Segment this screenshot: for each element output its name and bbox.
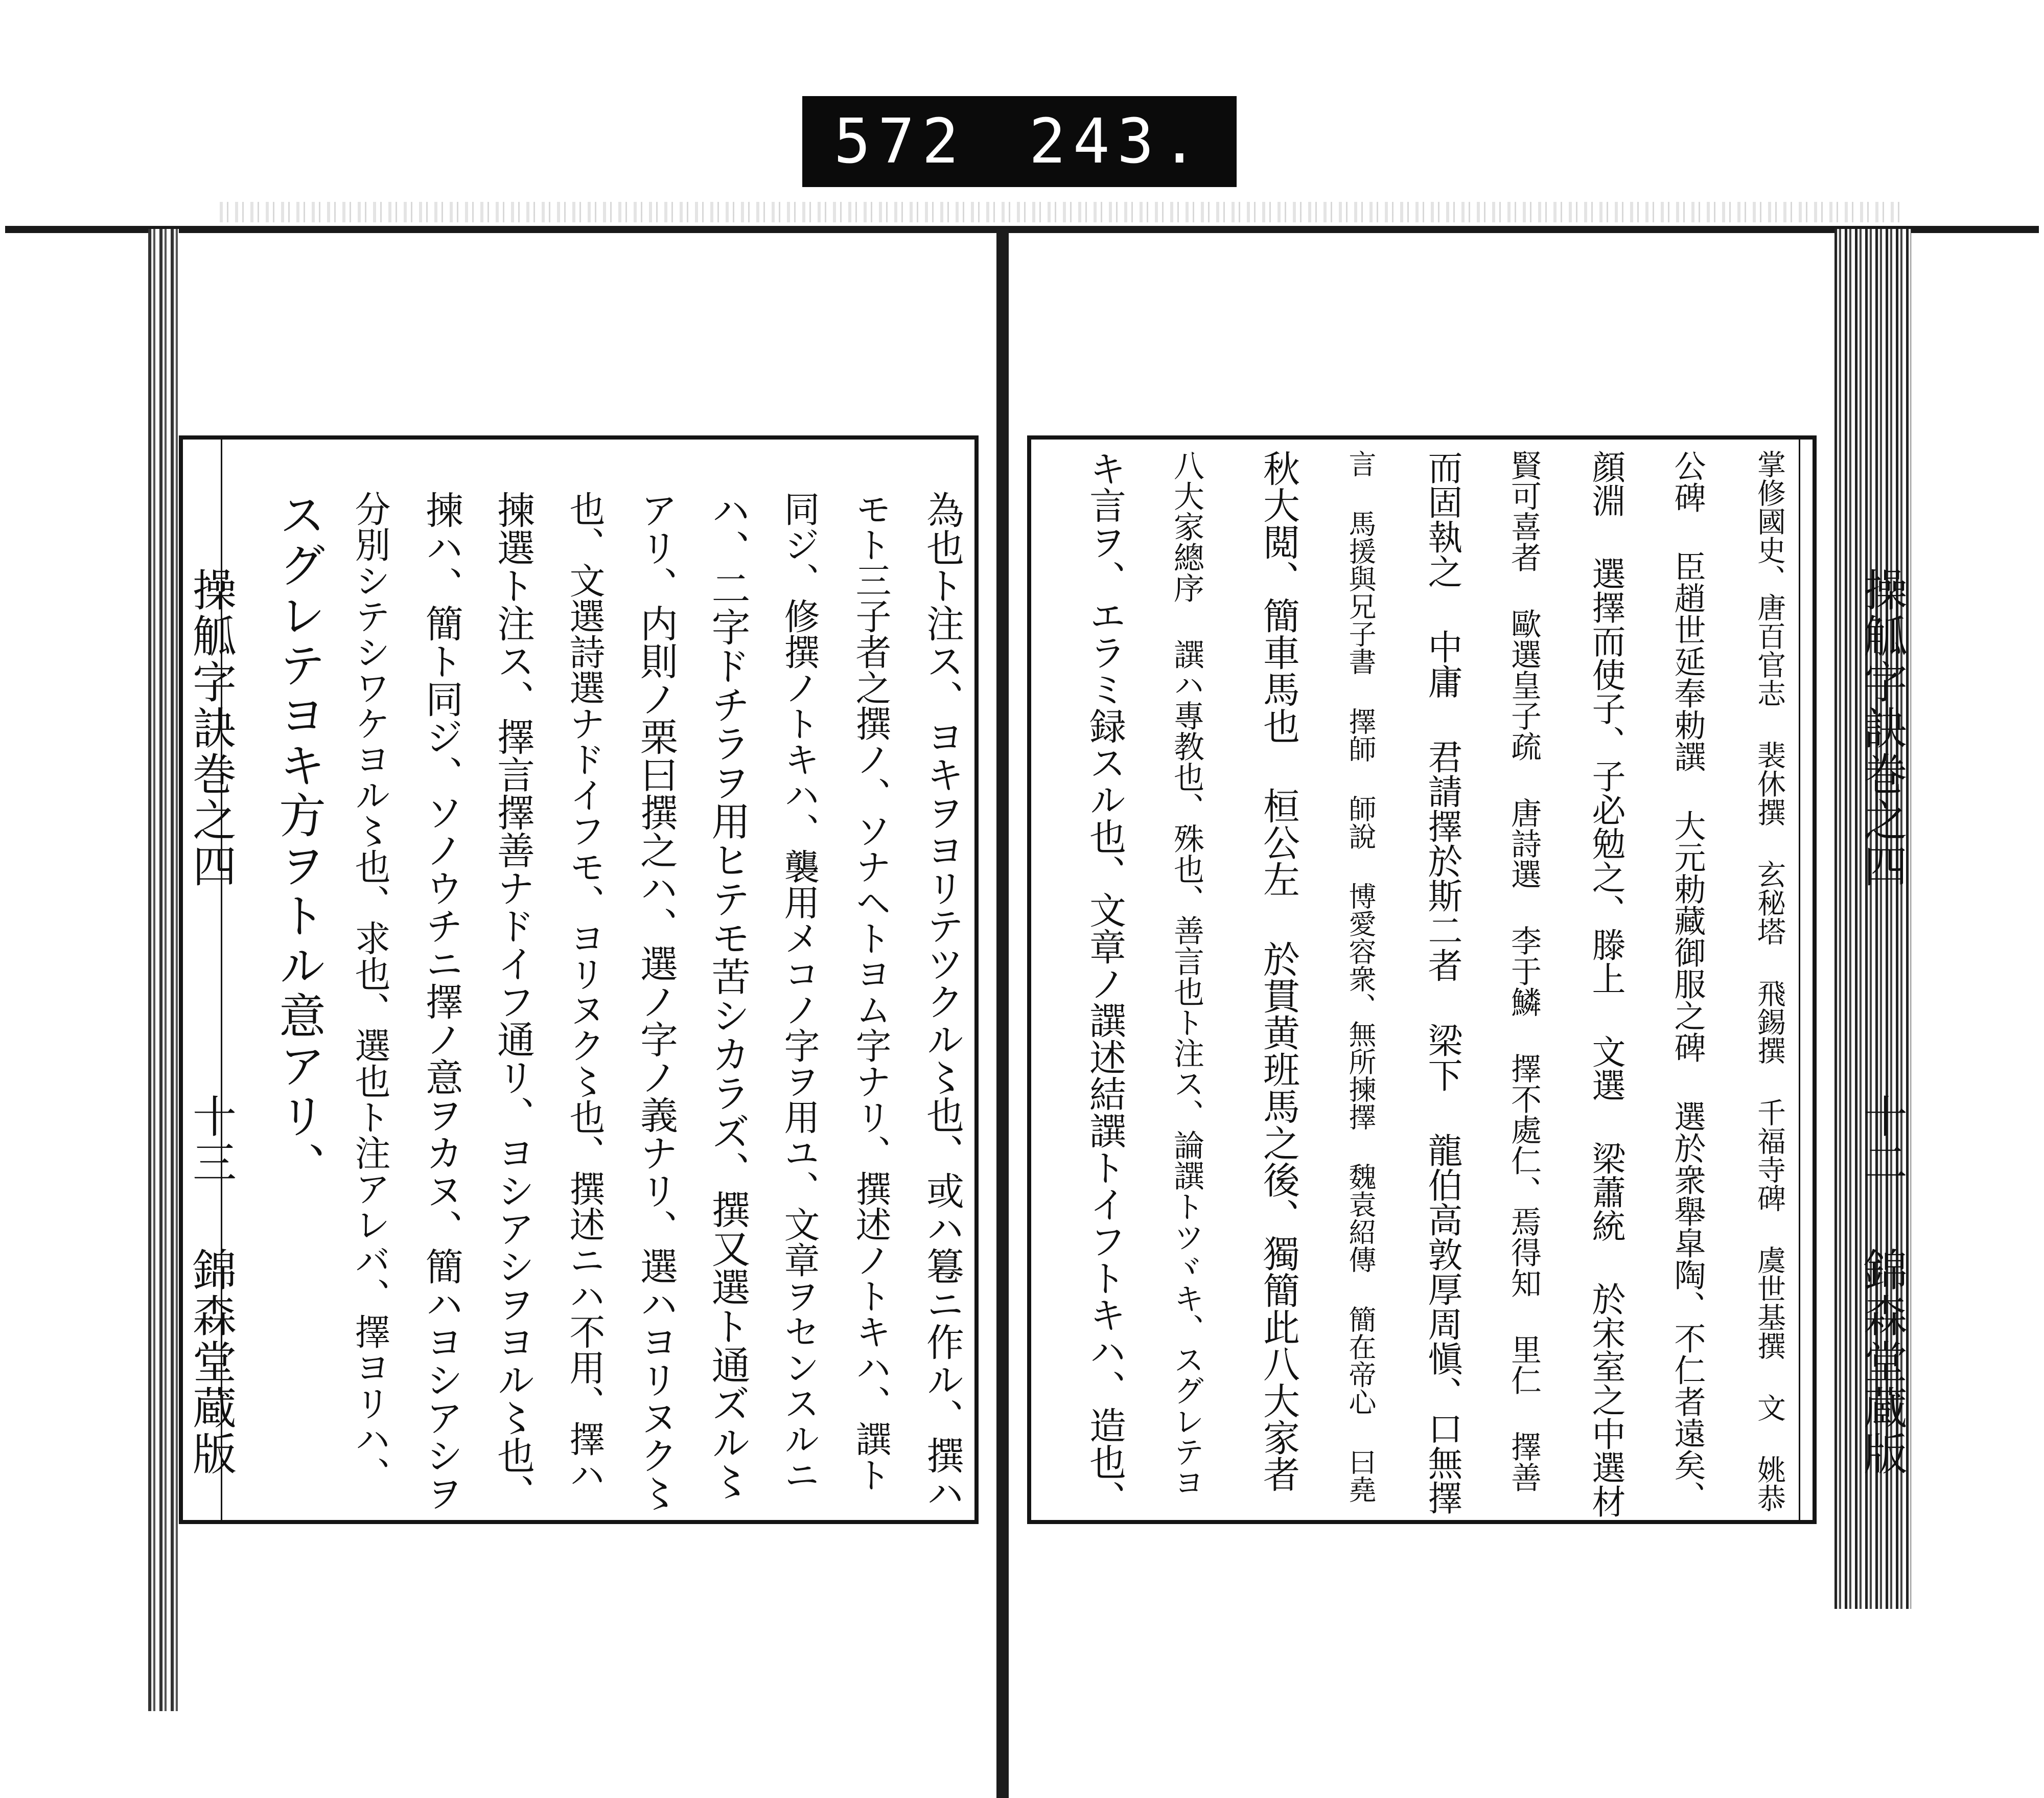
text-column: ハ、二字ドチラヲ用ヒテモ苦シカラズ、撰又選ト通ズル〻 <box>705 491 751 1501</box>
right-margin-publisher: 錦森堂蔵版 <box>1856 1247 1907 1477</box>
text-column: 八大家總序 譔ハ專教也、殊也、善言也ト注ス、論譔トツヾキ、スグレテヨ <box>1169 450 1204 1497</box>
text-column: 而固執之 中庸 君請擇於斯二者 梁下 龍伯高敦厚周愼、口無擇 <box>1422 450 1462 1515</box>
right-margin-folio: 十二 <box>1856 1094 1907 1186</box>
text-column: キ言ヲ、エラミ録スル也、文章ノ譔述結譔トイフトキハ、造也、 <box>1083 450 1126 1517</box>
frame-number-right: 243. <box>1029 106 1205 177</box>
text-column: 也、文選詩選ナドイフモ、ヨリヌク〻也、撰述ニハ不用、擇ハ <box>564 491 606 1492</box>
right-margin-title: 操觚字訣巻之四 <box>1856 567 1907 889</box>
text-column: スグレテヨキ方ヲトル意アリ、 <box>271 491 326 1192</box>
book-top-edge <box>5 226 2039 233</box>
right-page-text <box>1048 450 1794 1518</box>
text-column: 公碑 臣趙世延奉勅譔 大元勅藏御服之碑 選於衆舉皐陶、不仁者遠矣、 <box>1669 450 1706 1512</box>
text-column: 為也ト注ス、ヨキヲヨリテツクル〻也、或ハ篹ニ作ル、撰ハ <box>920 491 964 1512</box>
text-column: 分別シテシワケヨル〻也、求也、選也ト注アレバ、擇ヨリハ、 <box>349 491 391 1492</box>
text-column: 顔淵 選擇而使子、子必勉之、滕上 文選 梁蕭統 於宋室之中選材 <box>1586 450 1625 1518</box>
text-column: アリ、内則ノ栗曰撰之ハ、選ノ字ノ義ナリ、選ハヨリヌク〻 <box>634 491 678 1512</box>
text-column: 揀選ト注ス、擇言擇善ナドイフ通リ、ヨシアシヲヨル〻也、 <box>491 491 535 1512</box>
text-column: 揀ハ、簡ト同ジ、ソノウチニ擇ノ意ヲカヌ、簡ハヨシアシヲ <box>420 491 463 1512</box>
text-column: 同ジ、修撰ノトキハ、襲用メコノ字ヲ用ユ、文章ヲセンスルニ <box>778 491 820 1492</box>
frame-number-label <box>802 96 1237 187</box>
text-column: 言 馬援與兄子書 擇師 師說 博愛容衆、無所揀擇 魏袁紹傳 簡在帝心 曰堯 <box>1344 450 1377 1503</box>
text-column: 賢可喜者 歐選皇子疏 唐詩選 李于鱗 擇不處仁、焉得知 里仁 擇善 <box>1506 450 1542 1492</box>
left-page-text <box>225 491 971 1518</box>
left-margin-title: 操觚字訣巻之四 <box>185 567 236 889</box>
book-spine <box>996 229 1009 1798</box>
left-margin-publisher: 錦森堂蔵版 <box>185 1247 236 1477</box>
text-column: 掌修國史、唐百官志 裴休撰 玄秘塔 飛錫撰 千福寺碑 虞世基撰 文 姚恭 <box>1753 450 1786 1512</box>
text-column: 秋大閲、簡車馬也 桓公左 於貫黄班馬之後、獨簡此八大家者 <box>1257 450 1300 1492</box>
frame-number-left: 572 <box>833 106 966 177</box>
text-column: モト三子者之撰ノ、ソナヘトヨム字ナリ、撰述ノトキハ、譔ト <box>850 491 892 1492</box>
left-margin-folio: 十三 <box>185 1094 236 1186</box>
scan-noise-band <box>220 202 1906 222</box>
left-page-edge <box>148 229 179 1711</box>
right-page-inner-rule <box>1799 440 1800 1520</box>
